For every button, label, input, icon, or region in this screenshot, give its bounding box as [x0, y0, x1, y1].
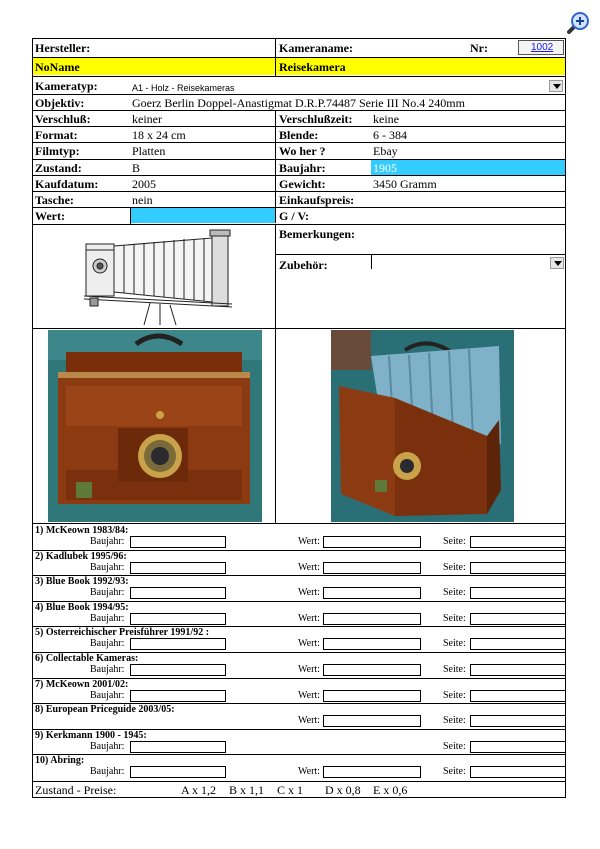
footer-e: E x 0,6: [373, 783, 408, 797]
reference-wert-input[interactable]: [323, 766, 421, 778]
zubehoer-label: Zubehör:: [279, 258, 328, 272]
format-label: Format:: [35, 128, 78, 142]
objektiv-value[interactable]: Goerz Berlin Doppel-Anastigmat D.R.P.74487 Serie III No.4 240mm: [132, 96, 465, 110]
reference-wert-input[interactable]: [323, 690, 421, 702]
footer-c: C x 1: [277, 783, 304, 797]
einkaufspreis-label: Einkaufspreis:: [279, 193, 355, 207]
reference-seite-label: Seite:: [443, 536, 466, 547]
reference-seite-input[interactable]: [470, 638, 566, 650]
reference-baujahr-label: Baujahr:: [90, 536, 125, 547]
reference-wert-label: Wert:: [298, 638, 320, 649]
reference-wert-input[interactable]: [323, 664, 421, 676]
reference-divider: [32, 601, 566, 602]
reference-seite-input[interactable]: [470, 715, 566, 727]
reference-baujahr-input[interactable]: [130, 587, 226, 599]
reference-wert-input[interactable]: [323, 536, 421, 548]
reference-baujahr-label: Baujahr:: [90, 664, 125, 675]
reference-baujahr-input[interactable]: [130, 664, 226, 676]
reference-title: 10) Abring:: [35, 755, 85, 766]
woher-value[interactable]: Ebay: [373, 144, 398, 158]
format-value[interactable]: 18 x 24 cm: [132, 128, 186, 142]
hersteller-label: Hersteller:: [35, 41, 91, 55]
kameratyp-label: Kameratyp:: [35, 79, 98, 93]
reference-baujahr-label: Baujahr:: [90, 741, 125, 752]
reference-seite-input[interactable]: [470, 664, 566, 676]
reference-seite-label: Seite:: [443, 766, 466, 777]
reference-divider: [32, 729, 566, 730]
baujahr-value[interactable]: 1905: [373, 161, 397, 175]
reference-baujahr-input[interactable]: [130, 562, 226, 574]
objektiv-label: Objektiv:: [35, 96, 85, 110]
blende-label: Blende:: [279, 128, 319, 142]
reference-baujahr-input[interactable]: [130, 536, 226, 548]
reference-divider: [32, 754, 566, 755]
reference-baujahr-label: Baujahr:: [90, 562, 125, 573]
kaufdatum-value[interactable]: 2005: [132, 177, 156, 191]
reference-title: 1) McKeown 1983/84:: [35, 525, 129, 536]
reference-title: 2) Kadlubek 1995/96:: [35, 551, 127, 562]
reference-wert-input[interactable]: [323, 587, 421, 599]
reference-wert-input[interactable]: [323, 613, 421, 625]
reference-divider: [32, 678, 566, 679]
reference-divider: [32, 652, 566, 653]
reference-wert-label: Wert:: [298, 587, 320, 598]
reference-wert-label: Wert:: [298, 562, 320, 573]
reference-wert-label: Wert:: [298, 536, 320, 547]
zubehoer-dropdown-icon[interactable]: [550, 257, 564, 269]
reference-title: 8) European Priceguide 2003/05:: [35, 704, 175, 715]
filmtyp-label: Filmtyp:: [35, 144, 80, 158]
reference-title: 7) McKeown 2001/02:: [35, 679, 129, 690]
footer-d: D x 0,8: [325, 783, 361, 797]
reference-title: 6) Collectable Kameras:: [35, 653, 139, 664]
reference-seite-input[interactable]: [470, 741, 566, 753]
reference-baujahr-label: Baujahr:: [90, 690, 125, 701]
verschlusszeit-label: Verschlußzeit:: [279, 112, 353, 126]
reference-seite-input[interactable]: [470, 562, 566, 574]
reference-baujahr-label: Baujahr:: [90, 766, 125, 777]
footer-a: A x 1,2: [181, 783, 217, 797]
reference-baujahr-input[interactable]: [130, 638, 226, 650]
reference-wert-input[interactable]: [323, 562, 421, 574]
bemerkungen-label: Bemerkungen:: [279, 227, 355, 241]
kaufdatum-label: Kaufdatum:: [35, 177, 99, 191]
kameraname-label: Kameraname:: [279, 41, 353, 55]
reference-divider: [32, 575, 566, 576]
camera-line-drawing: [80, 228, 240, 326]
gewicht-value[interactable]: 3450 Gramm: [373, 177, 437, 191]
reference-title: 9) Kerkmann 1900 - 1945:: [35, 730, 147, 741]
camera-photo-bellows: [331, 330, 514, 522]
reference-seite-label: Seite:: [443, 562, 466, 573]
nr-value[interactable]: 1002: [531, 42, 554, 53]
reference-wert-input[interactable]: [323, 638, 421, 650]
reference-baujahr-label: Baujahr:: [90, 638, 125, 649]
camera-photo-front: [48, 330, 262, 522]
gv-label: G / V:: [279, 209, 310, 223]
zoom-in-icon[interactable]: [565, 10, 591, 36]
reference-title: 3) Blue Book 1992/93:: [35, 576, 129, 587]
verschlusszeit-value[interactable]: keine: [373, 112, 399, 126]
zustand-label: Zustand:: [35, 161, 82, 175]
reference-baujahr-label: Baujahr:: [90, 587, 125, 598]
reference-title: 5) Österreichischer Preisführer 1991/92 :: [35, 627, 210, 638]
reference-seite-label: Seite:: [443, 741, 466, 752]
reference-wert-label: Wert:: [298, 613, 320, 624]
wert-highlight: [130, 208, 275, 223]
zustand-value[interactable]: B: [132, 161, 141, 175]
reference-wert-input[interactable]: [323, 715, 421, 727]
reference-wert-label: Wert:: [298, 715, 320, 726]
baujahr-label: Baujahr:: [279, 161, 326, 175]
verschluss-value[interactable]: keiner: [132, 112, 162, 126]
nr-label: Nr:: [470, 41, 488, 55]
reference-baujahr-input[interactable]: [130, 690, 226, 702]
reference-seite-input[interactable]: [470, 613, 566, 625]
reference-seite-input[interactable]: [470, 587, 566, 599]
footer-b: B x 1,1: [229, 783, 265, 797]
tasche-value[interactable]: nein: [132, 193, 153, 207]
reference-seite-input[interactable]: [470, 536, 566, 548]
reference-divider: [32, 550, 566, 551]
tasche-label: Tasche:: [35, 193, 74, 207]
reference-seite-label: Seite:: [443, 638, 466, 649]
gewicht-label: Gewicht:: [279, 177, 326, 191]
zubehoer-select[interactable]: [371, 255, 565, 269]
nr-field[interactable]: [518, 40, 564, 55]
verschluss-label: Verschluß:: [35, 112, 91, 126]
reference-divider: [32, 626, 566, 627]
baujahr-highlight: [371, 160, 565, 175]
reference-seite-label: Seite:: [443, 690, 466, 701]
kameratyp-dropdown-icon[interactable]: [549, 80, 563, 92]
footer-label: Zustand - Preise:: [35, 783, 117, 797]
kameraname-value[interactable]: Reisekamera: [279, 60, 346, 74]
reference-wert-label: Wert:: [298, 664, 320, 675]
reference-baujahr-label: Baujahr:: [90, 613, 125, 624]
reference-baujahr-input[interactable]: [130, 741, 226, 753]
reference-title: 4) Blue Book 1994/95:: [35, 602, 129, 613]
reference-seite-input[interactable]: [470, 766, 566, 778]
filmtyp-value[interactable]: Platten: [132, 144, 166, 158]
reference-divider: [32, 703, 566, 704]
reference-seite-label: Seite:: [443, 587, 466, 598]
woher-label: Wo her ?: [279, 144, 326, 158]
reference-seite-input[interactable]: [470, 690, 566, 702]
reference-baujahr-input[interactable]: [130, 613, 226, 625]
reference-wert-label: Wert:: [298, 690, 320, 701]
reference-baujahr-input[interactable]: [130, 766, 226, 778]
reference-seite-label: Seite:: [443, 664, 466, 675]
reference-seite-label: Seite:: [443, 715, 466, 726]
reference-wert-label: Wert:: [298, 766, 320, 777]
kameratyp-select[interactable]: A1 - Holz - Reisekameras: [132, 83, 235, 93]
blende-value[interactable]: 6 - 384: [373, 128, 407, 142]
reference-seite-label: Seite:: [443, 613, 466, 624]
hersteller-value[interactable]: NoName: [35, 60, 80, 74]
wert-label: Wert:: [35, 209, 65, 223]
